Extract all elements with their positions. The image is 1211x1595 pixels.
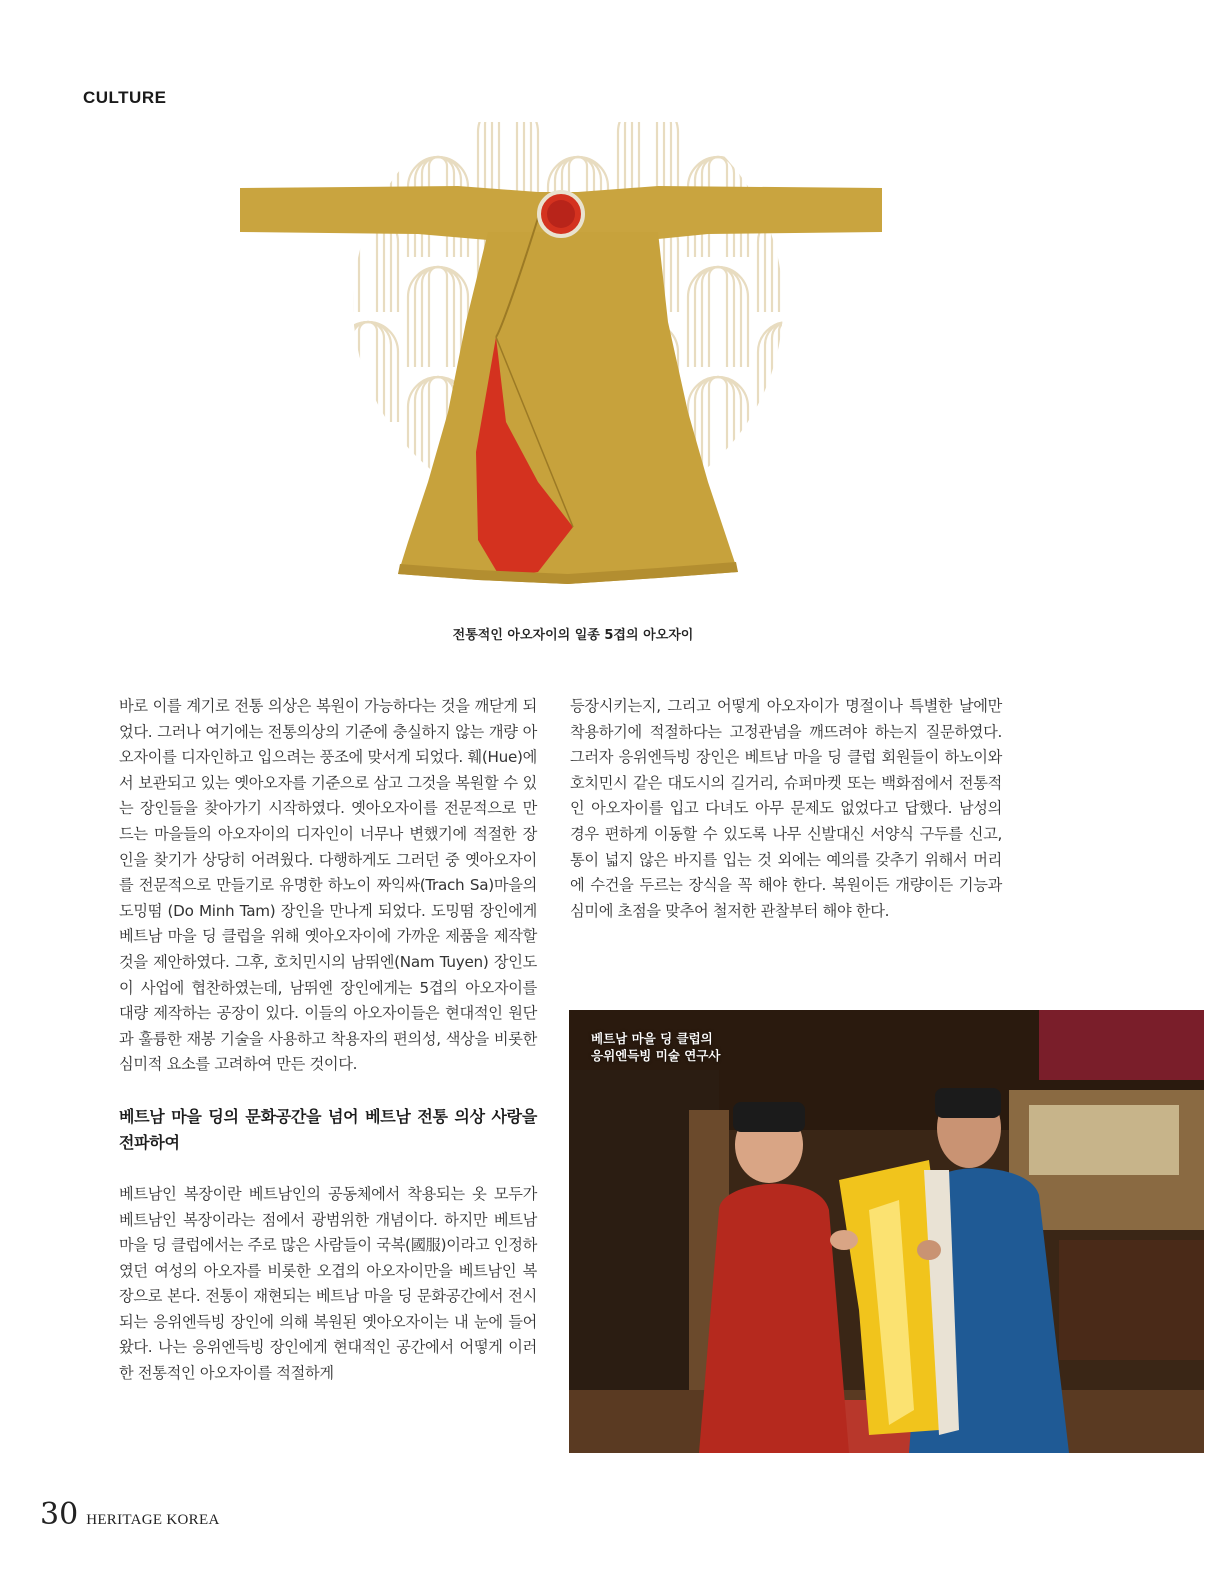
photo-caption [591, 1030, 720, 1064]
left-paragraph-2: 베트남인 복장이란 베트남인의 공동체에서 착용되는 옷 모두가 베트남인 복장이라는 점에서 광범위한 개념이다. 하지만 베트남 마을 딩 클럽에서는 주로 많은 사람들이 국복(國服)이라고 인정하였던 여성의 아오자를 비롯한 오겹의 아오자이만을 베트남인 복장으로 본다. 전통이 재현되는 베트남 마을 딩 문화공간에서 전시되는 응위엔득빙 장인에 의해 복원된 옛아오자이는 내 눈에 들어왔다. 나는 응위엔득빙 장인에게 현대적인 공간에서 어떻게 이러한 전통적인 아오자이를 적절하게 [119, 1184, 537, 1383]
page-number: 30 [40, 1497, 79, 1532]
hero-robe-image [238, 122, 884, 592]
publication-name: HERITAGE KOREA [86, 1512, 220, 1528]
page-footer [40, 1497, 220, 1532]
photo-scene [569, 1010, 1204, 1453]
left-column [119, 694, 537, 1387]
right-paragraph-1: 등장시키는지, 그리고 어떻게 아오자이가 명절이나 특별한 날에만 착용하기에 적절하다는 고정관념을 깨뜨려야 하는지 질문하였다. 그러자 응위엔득빙 장인은 베트남 마을 딩 클럽 회원들이 하노이와 호치민시 같은 대도시의 길거리, 슈퍼마켓 또는 백화점에서 전통적인 아오자이를 입고 다녀도 아무 문제도 없었다고 답했다. 남성의 경우 편하게 이동할 수 있도록 나무 신발대신 서양식 구두를 신고, 통이 넓지 않은 바지를 입는 것 외에는 예의를 갖추기 위해서 머리에 수건을 두르는 장식을 꼭 해야 한다. 복원이든 개량이든 기능과 심미에 초점을 맞추어 철저한 관찰부터 해야 한다. [570, 697, 1002, 920]
photo-caption-line-1: 베트남 마을 딩 클럽의 [591, 1031, 713, 1046]
artisan-photo [569, 1010, 1204, 1453]
section-label: CULTURE [83, 88, 167, 107]
right-column [570, 694, 1002, 924]
section-subheading: 베트남 마을 딩의 문화공간을 넘어 베트남 전통 의상 사랑을 전파하여 [119, 1106, 537, 1152]
photo-caption-line-2: 응위엔득빙 미술 연구사 [591, 1048, 721, 1063]
hero-caption: 전통적인 아오자이의 일종 5겹의 아오자이 [452, 628, 694, 643]
left-paragraph-1: 바로 이를 계기로 전통 의상은 복원이 가능하다는 것을 깨닫게 되었다. 그러나 여기에는 전통의상의 기준에 충실하지 않는 개량 아오자이를 디자인하고 입으려는 풍조에 맞서게 되었다. 훼(Hue)에서 보관되고 있는 옛아오자를 기준으로 삼고 그것을 복원할 수 있는 장인들을 찾아가기 시작하였다. 옛아오자이를 전문적으로 만드는 마을들의 아오자이의 디자인이 너무나 변했기에 적절한 장인을 찾기가 상당히 어려웠다. 다행하게도 그러던 중 옛아오자이를 전문적으로 만들기로 유명한 하노이 짜익싸(Trach Sa)마을의 도밍떰 (Do Minh Tam) 장인을 만나게 되었다. 도밍떰 장인에게 베트남 마을 딩 클럽을 위해 옛아오자이에 가까운 제품을 제작할 것을 제안하였다. 그후, 호치민시의 남뛰엔(Nam Tuyen) 장인도 이 사업에 협찬하였는데, 남뛰엔 장인에게는 5겹의 아오자이를 대량 제작하는 공장이 있다. 이들의 아오자이들은 현대적인 원단과 훌륭한 재봉 기술을 사용하고 착용자의 편의성, 색상을 비롯한 심미적 요소를 고려하여 만든 것이다. [119, 697, 537, 1074]
